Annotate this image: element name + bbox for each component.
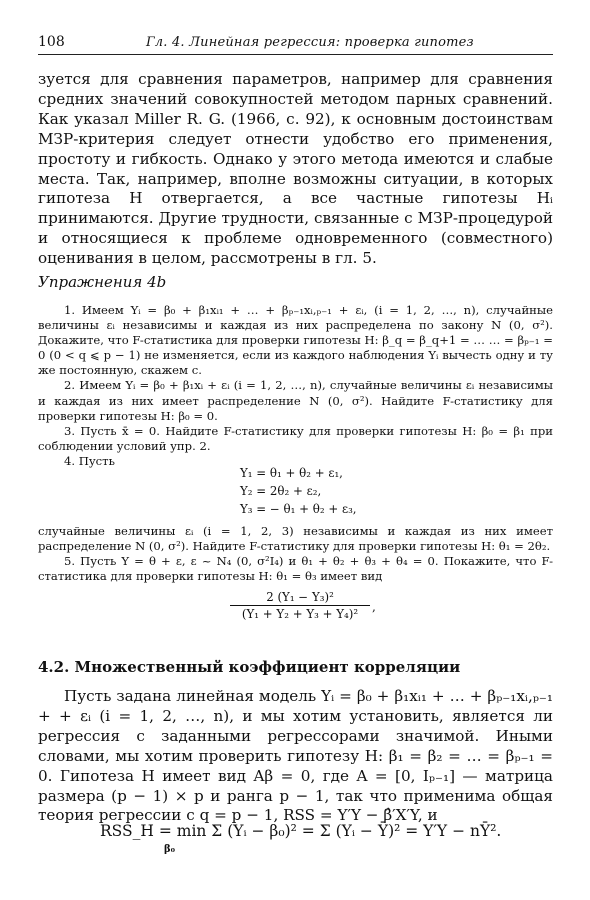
page-number: 108 — [38, 34, 65, 50]
running-header — [38, 34, 553, 55]
exercises-block-1 — [38, 303, 553, 469]
exercise-4-equation-1: Y₁ = θ₁ + θ₂ + ε₁, — [240, 466, 343, 480]
exercise-2: 2. Имеем Yᵢ = β₀ + β₁xᵢ + εᵢ (i = 1, 2, …, n), случайные величины εᵢ независимы и каждая из них имеет распределение N (0, σ²). Найдите F-статистику для проверки гипотезы H: β₀ = 0. — [38, 378, 553, 423]
running-head-title: Гл. 4. Линейная регрессия: проверка гипотез — [146, 35, 474, 50]
rss-equation-text: RSS_H = min Σ (Yᵢ − β₀)² = Σ (Yᵢ − Ȳ)² = Y′Y − nȲ². — [100, 822, 502, 840]
section-paragraph: Пусть задана линейная модель Yᵢ = β₀ + β₁xᵢ₁ + … + βₚ₋₁xᵢ,ₚ₋₁ + + εᵢ (i = 1, 2, …, n), и мы хотим установить, является ли регрессия с заданными регрессорами значимой. Иными словами, мы хотим проверить гипотезу H: β₁ = β₂ = … = βₚ₋₁ = 0. Гипотеза H имеет вид Aβ = 0, где A = [0, Iₚ₋₁] — матрица размера (p − 1) × p и ранга p − 1, так что применима общая теория регрессии с q = p − 1, RSS = Y′Y − β̂′X′Y, и — [38, 687, 553, 825]
exercise-3: 3. Пусть x̄ = 0. Найдите F-статистику для проверки гипотезы H: β₀ = β₁ при соблюдении условий упр. 2. — [38, 423, 553, 453]
exercise-4-equation-3: Y₃ = − θ₁ + θ₂ + ε₃, — [240, 502, 357, 516]
intro-paragraph-block — [38, 70, 553, 269]
exercises-heading: Упражнения 4b — [38, 273, 167, 291]
section-paragraph-block — [38, 687, 553, 826]
exercise-1: 1. Имеем Yᵢ = β₀ + β₁xᵢ₁ + … + βₚ₋₁xᵢ,ₚ₋₁ + εᵢ, (i = 1, 2, …, n), случайные величины εᵢ независимы и каждая из них распределена по закону N (0, σ²). Докажите, что F-статистика для проверки гипотезы H: β_q = β_q+1 = … … = βₚ₋₁ = 0 (0 < q ⩽ p − 1) не изменяется, если из каждого наблюдения Yᵢ вычесть одну и ту же постоянную, скажем c. — [38, 303, 553, 378]
fraction-numerator: 2 (Y₁ − Y₃)² — [230, 590, 370, 606]
exercise-5-fraction — [230, 590, 370, 621]
intro-paragraph: зуется для сравнения параметров, например для сравнения средних значений совокупностей методом парных сравнений. Как указал Miller R. G. (1966, с. 92), к основным достоинствам МЗР-критерия следует отнести удобство его применения, простоту и гибкость. Однако у этого метода имеются и слабые места. Так, например, вполне возможны ситуации, в которых гипотеза H отвергается, а все частные гипотезы Hᵢ принимаются. Другие трудности, связанные с МЗР-процедурой и относящиеся к проблеме одновременного (совместного) оценивания в целом, рассмотрены в гл. 5. — [38, 70, 553, 268]
rss-equation-subscript: β₀ — [164, 844, 176, 855]
exercise-4-equation-2: Y₂ = 2θ₂ + ε₂, — [240, 484, 322, 498]
section-heading: 4.2. Множественный коэффициент корреляции — [38, 658, 461, 676]
exercises-block-2 — [38, 524, 553, 584]
fraction-comma: , — [372, 600, 376, 614]
exercise-5: 5. Пусть Y = θ + ε, ε ~ N₄ (0, σ²I₄) и θ₁ + θ₂ + θ₃ + θ₄ = 0. Покажите, что F-статистика для проверки гипотезы H: θ₁ = θ₃ имеет вид — [38, 554, 553, 584]
exercise-4-text: случайные величины εᵢ (i = 1, 2, 3) независимы и каждая из них имеет распределение N (0, σ²). Найдите F-статистику для проверки гипотезы H: θ₁ = 2θ₂. — [38, 524, 553, 554]
exercise-4-intro: 4. Пусть — [64, 453, 115, 468]
fraction-denominator: (Y₁ + Y₂ + Y₃ + Y₄)² — [241, 607, 359, 621]
rss-equation — [100, 822, 502, 855]
